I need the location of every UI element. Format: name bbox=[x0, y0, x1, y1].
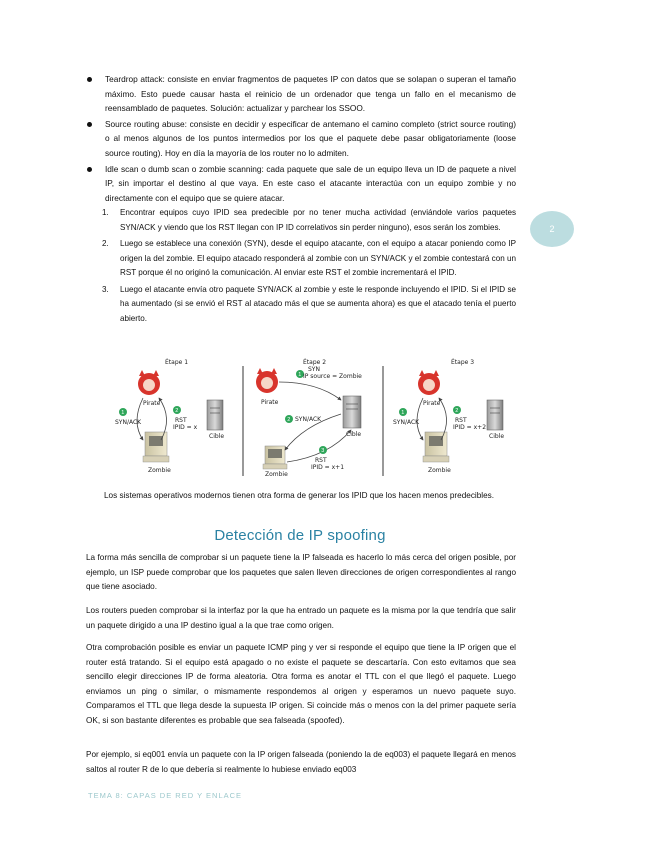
step-item: 1. Encontrar equipos cuyo IPID sea predecible por no tener mucha actividad (enviándole varios paquetes SYN/ACK y viendo que los RST llegan con IP ID correlativos sin perder ninguno), esos serán los zombies. bbox=[102, 208, 516, 232]
ipid-label: IPID = x+2 bbox=[453, 424, 487, 431]
ipid-label: IPID = x+1 bbox=[311, 464, 345, 471]
server-icon bbox=[343, 396, 361, 428]
list-item: Source routing abuse: consiste en decidir y especificar de antemano el camino completo (strict source routing) o al menos algunos de los puntos intermedios por los que el paquete debe pasar obligatoriamente (loose source routing). Hoy en día la mayoría de los router no lo admiten. bbox=[86, 117, 516, 161]
pirate-icon bbox=[418, 370, 440, 395]
server-icon bbox=[487, 400, 503, 430]
page-number-badge: 2 bbox=[530, 211, 574, 247]
synack-label: SYN/ACK bbox=[393, 419, 420, 426]
idle-scan-steps bbox=[102, 206, 516, 326]
zombie-pc-icon bbox=[143, 432, 169, 462]
zombie-pc-icon bbox=[423, 432, 449, 462]
rst-label: RST bbox=[175, 417, 187, 424]
syn-label: SYN bbox=[308, 366, 320, 373]
svg-text:1: 1 bbox=[298, 372, 302, 379]
pirate-icon bbox=[138, 370, 160, 395]
syn-arrow bbox=[279, 382, 341, 400]
pirate-label: Pirate bbox=[423, 400, 441, 407]
step-item: 2. Luego se establece una conexión (SYN), desde el equipo atacante, con el equipo a atacar poniendo como IP origen la del zombie. El equipo atacado responderá al zombie con un SYN/ACK y el zombie contestará con un RST porque él no originó la comunicación. Al enviar este RST el zombie incrementará el IPID. bbox=[102, 239, 516, 278]
zombie-label: Zombie bbox=[265, 471, 288, 478]
stage-2-panel bbox=[256, 358, 362, 478]
rst-label: RST bbox=[455, 417, 467, 424]
figure-caption: Los sistemas operativos modernos tienen otra forma de generar los IPID que los hacen menos predecibles. bbox=[104, 491, 495, 500]
list-item: Idle scan o dumb scan o zombie scanning: cada paquete que sale de un equipo lleva un ID de paquete a nivel IP, sin importar el destino al que vaya. En este caso el atacante interactúa con un equipo zombie y no directamente con el equipo que se quiere atacar. 1. Encontrar equipos cuyo IPID sea predecible por no tener mucha actividad (enviándole varios paquetes SYN/ACK y viendo que los RST llegan con IP ID correlativos sin perder ninguno), esos serán los zombies. 2. Luego se establece una conexión (SYN), desde el equipo atacante, con el equipo a atacar poniendo como IP origen la del zombie. El equipo atacado responderá al zombie con un SYN/ACK y el zombie contestará con un RST porque él no originó la comunicación. Al enviar este RST el zombie incrementará el IPID. 3. Luego el atacante envía otro paquete SYN/ACK al zombie y este le responde incluyendo el IPID. Si el IPID se ha aumentado (si se envió el RST al atacado más el que se aumenta ahora) es que el atacado tenía el puerto abierto. bbox=[86, 162, 516, 327]
cible-label: Cible bbox=[346, 431, 362, 438]
paragraph: Por ejemplo, si eq001 envía un paquete con la IP origen falseada (poniendo la de eq003) el paquete llegará en menos saltos al router R de lo que debería si realmente lo hubiese enviado eq003 bbox=[86, 750, 516, 774]
svg-text:2: 2 bbox=[455, 408, 459, 415]
cible-label: Cible bbox=[489, 433, 505, 440]
zombie-label: Zombie bbox=[428, 467, 451, 474]
svg-text:1: 1 bbox=[121, 410, 125, 417]
pirate-label: Pirate bbox=[261, 399, 279, 406]
svg-text:3: 3 bbox=[321, 448, 325, 455]
stage-3-panel bbox=[393, 358, 504, 474]
synack-label: SYN/ACK bbox=[115, 419, 142, 426]
page-footer: TEMA 8: CAPAS DE RED Y ENLACE bbox=[88, 791, 243, 800]
ip-source-label: IP source = Zombie bbox=[303, 373, 362, 380]
section-heading: Detección de IP spoofing bbox=[214, 527, 386, 544]
ipid-label: IPID = x bbox=[173, 424, 198, 431]
synack-label: SYN/ACK bbox=[295, 416, 322, 423]
paragraph: Otra comprobación posible es enviar un paquete ICMP ping y ver si responde el equipo que tiene la IP origen que el router está tratando. Si el equipo está apagado o no existe el paquete se descartaría. Con esto evitamos que sea sencillo elegir direcciones IP de forma aleatoria. Otra forma es anotar el TTL con el que llegó el paquete. Luego enviamos un ping o similar, o mismamente respondemos al origen y esperamos un nuevo paquete suyo. Comparamos el TTL que llega desde la supuesta IP origen. Si coincide más o menos con la del primer paquete sería OK, si son bastante diferentes es probable que sea falseada (spoofed). bbox=[86, 643, 516, 725]
stage-label: Étape 1 bbox=[165, 359, 189, 366]
zombie-label: Zombie bbox=[148, 467, 171, 474]
paragraph: Los routers pueden comprobar si la interfaz por la que ha entrado un paquete es la misma por la que tendría que salir un paquete dirigido a una IP destino igual a la que trae como origen. bbox=[86, 606, 516, 630]
list-item: Teardrop attack: consiste en enviar fragmentos de paquetes IP con datos que se solapan o superan el tamaño máximo. Esto puede causar hasta el reinicio de un ordenador que tenga un fallo en el mecanismo de reensamblado de paquetes. Solución: actualizar y parchear los SSOO. bbox=[86, 72, 516, 116]
attack-list bbox=[86, 72, 516, 328]
idle-scan-diagram bbox=[103, 352, 521, 480]
server-icon bbox=[207, 400, 223, 430]
zombie-pc-icon bbox=[263, 446, 287, 469]
paragraph: La forma más sencilla de comprobar si un paquete tiene la IP falseada es hacerlo lo más cerca del origen posible, por ejemplo, un ISP puede comprobar que los paquetes que salen lleven direcciones de origen correspondientes al rango que tiene asociado. bbox=[86, 553, 516, 592]
pirate-icon bbox=[256, 368, 278, 393]
svg-text:1: 1 bbox=[401, 410, 405, 417]
stage-1-panel bbox=[115, 358, 224, 474]
svg-text:2: 2 bbox=[175, 408, 179, 415]
pirate-label: Pirate bbox=[143, 400, 161, 407]
svg-text:2: 2 bbox=[287, 417, 291, 424]
stage-label: Étape 2 bbox=[303, 359, 327, 366]
rst-label: RST bbox=[315, 457, 327, 464]
stage-label: Étape 3 bbox=[451, 359, 475, 366]
cible-label: Cible bbox=[209, 433, 225, 440]
step-item: 3. Luego el atacante envía otro paquete SYN/ACK al zombie y este le responde incluyendo el IPID. Si el IPID se ha aumentado (si se envió el RST al atacado más el que se aumenta ahora) es que el atacado tenía el puerto abierto. bbox=[102, 284, 516, 323]
